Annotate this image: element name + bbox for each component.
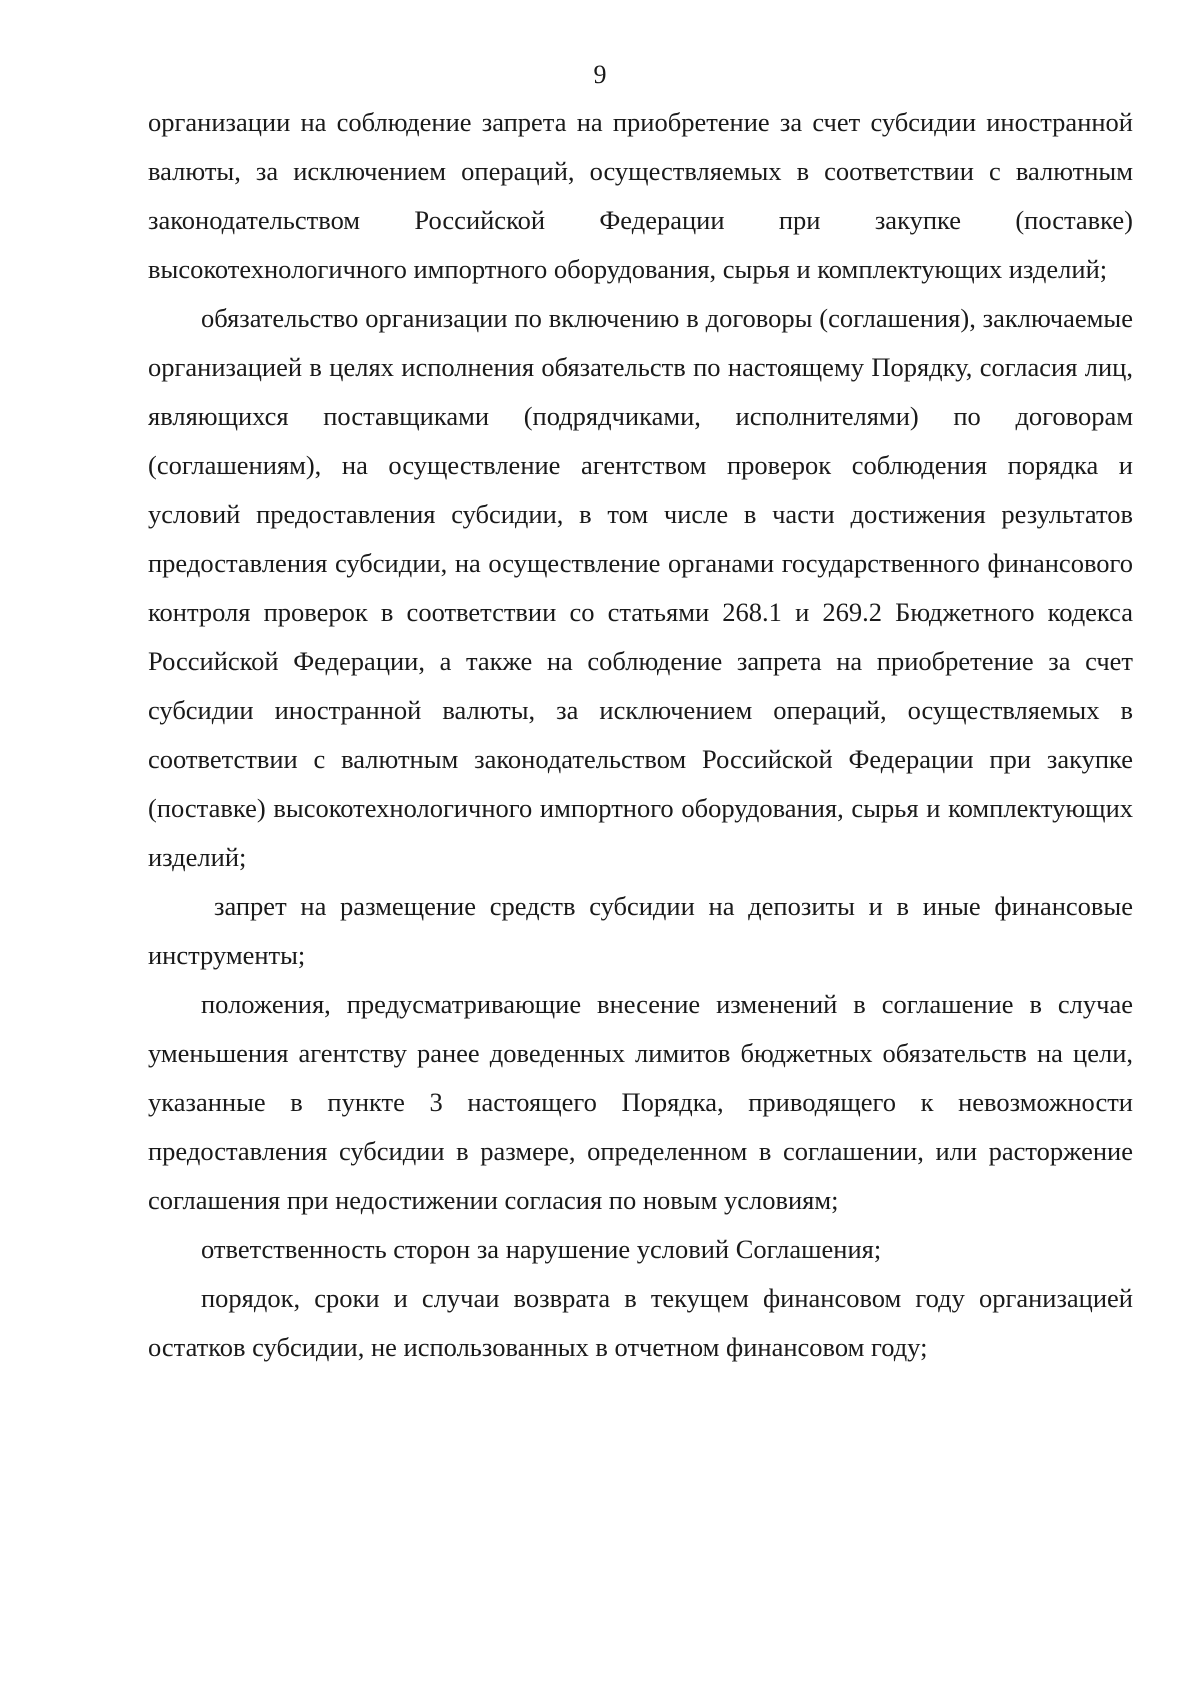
paragraph-continuation: организации на соблюдение запрета на приобретение за счет субсидии иностранной валюты, за исключением операций, осуществляемых в соответствии с валютным законодательством Российской Федерации при закупке (поставке) высокотехнологичного импортного оборудования, сырья и комплектующих изделий; — [148, 107, 1133, 284]
paragraph-responsibility: ответственность сторон за нарушение условий Соглашения; — [201, 1234, 882, 1264]
paragraph-deposit-ban: запрет на размещение средств субсидии на депозиты и в иные финансовые инструменты; — [148, 891, 1133, 970]
paragraph-return-procedure: порядок, сроки и случаи возврата в текущем финансовом году организацией остатков субсидии, не использованных в отчетном финансовом году; — [148, 1283, 1133, 1362]
document-body — [148, 98, 1133, 1372]
page-number: 9 — [593, 60, 607, 89]
paragraph-amendment-provisions: положения, предусматривающие внесение изменений в соглашение в случае уменьшения агентству ранее доведенных лимитов бюджетных обязательств на цели, указанные в пункте 3 настоящего Порядка, приводящего к невозможности предоставления субсидии в размере, определенном в соглашении, или расторжение соглашения при недостижении согласия по новым условиям; — [148, 989, 1133, 1215]
paragraph-obligation-contracts: обязательство организации по включению в договоры (соглашения), заключаемые организацией в целях исполнения обязательств по настоящему Порядку, согласия лиц, являющихся поставщиками (подрядчиками, исполнителями) по договорам (соглашениям), на осуществление агентством проверок соблюдения порядка и условий предоставления субсидии, в том числе в части достижения результатов предоставления субсидии, на осуществление органами государственного финансового контроля проверок в соответствии со статьями 268.1 и 269.2 Бюджетного кодекса Российской Федерации, а также на соблюдение запрета на приобретение за счет субсидии иностранной валюты, за исключением операций, осуществляемых в соответствии с валютным законодательством Российской Федерации при закупке (поставке) высокотехнологичного импортного оборудования, сырья и комплектующих изделий; — [148, 303, 1133, 872]
